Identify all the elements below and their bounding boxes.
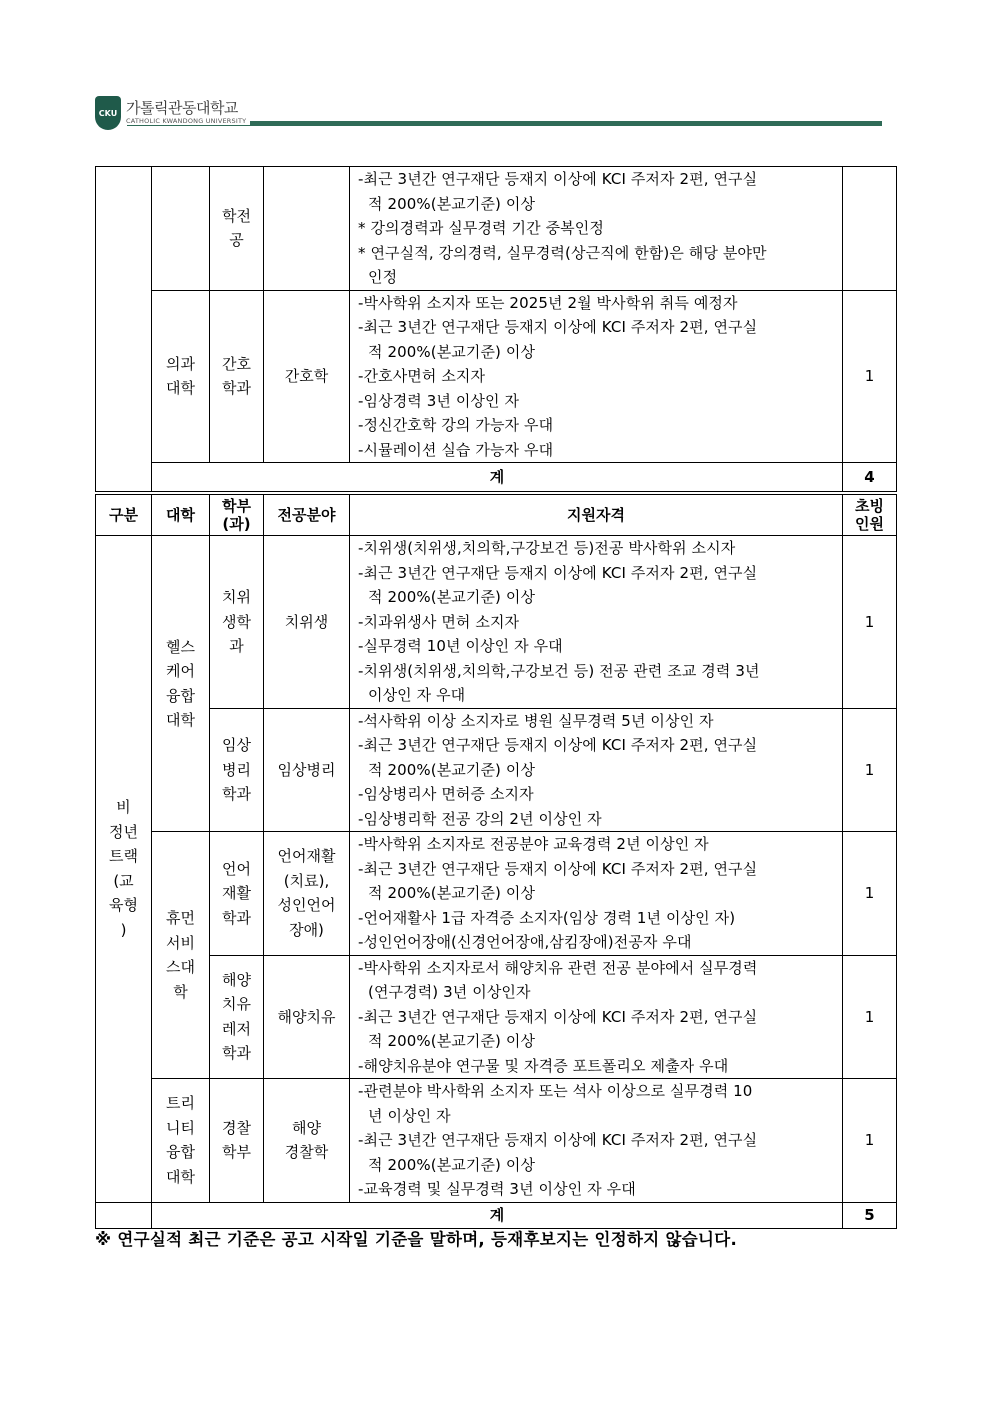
qualification-cell: -관련분야 박사학위 소지자 또는 석사 이상으로 실무경력 10 년 이상인 자 -최근 3년간 연구재단 등재지 이상에 KCI 주저자 2편, 연구실 적 200%(본교기준) 이상 -교육경력 및 실무경력 3년 이상인 자 우대: [350, 1079, 843, 1203]
total-row: [96, 1202, 897, 1228]
college-cell: 트리 니티 융합 대학: [152, 1079, 210, 1203]
field-cell: 언어재활 (치료), 성인언어 장애): [264, 832, 350, 956]
qualification-cell: -최근 3년간 연구재단 등재지 이상에 KCI 주저자 2편, 연구실 적 200%(본교기준) 이상 * 강의경력과 실무경력 기간 중복인정 * 연구실적, 강의경력, 실무경력(상근직에 한함)은 해당 분야만 인정: [350, 167, 843, 291]
total-row: [96, 463, 897, 492]
header-row: [96, 495, 897, 536]
qualification-cell: -박사학위 소지자로 전공분야 교육경력 2년 이상인 자 -최근 3년간 연구재단 등재지 이상에 KCI 주저자 2편, 연구실 적 200%(본교기준) 이상 -언어재활사 1급 자격증 소지자(임상 경력 1년 이상인 자) -성인언어장애(신경언어장애,삼킴장애)전공자 우대: [350, 832, 843, 956]
college-cell: 휴먼 서비 스대 학: [152, 832, 210, 1079]
university-name-en: CATHOLIC KWANDONG UNIVERSITY: [126, 117, 247, 125]
dept-cell: 해양 치유 레저 학과: [210, 955, 264, 1079]
field-cell: 치위생: [264, 536, 350, 709]
qualification-cell: -박사학위 소지자로서 해양치유 관련 전공 분야에서 실무경력 (연구경력) 3년 이상인자 -최근 3년간 연구재단 등재지 이상에 KCI 주저자 2편, 연구실 적 200%(본교기준) 이상 -해양치유분야 연구물 및 자격증 포트폴리오 제출자 우대: [350, 955, 843, 1079]
field-cell: 해양 경찰학: [264, 1079, 350, 1203]
qualification-cell: -석사학위 이상 소지자로 병원 실무경력 5년 이상인 자 -최근 3년간 연구재단 등재지 이상에 KCI 주저자 2편, 연구실 적 200%(본교기준) 이상 -임상병리사 면허증 소지자 -임상병리학 전공 강의 2년 이상인 자: [350, 708, 843, 832]
table-row: [96, 290, 897, 463]
table-row: [96, 708, 897, 832]
count-cell: 1: [843, 536, 897, 709]
table-row: [96, 1079, 897, 1203]
header-field: 전공분야: [264, 495, 350, 536]
college-cell: 의과 대학: [152, 290, 210, 463]
category-cell: [96, 167, 152, 492]
footnote: ※ 연구실적 최근 기준은 공고 시작일 기준을 말하며, 등재후보지는 인정하지 않습니다.: [95, 1230, 738, 1249]
positions-table: [95, 494, 897, 1229]
dept-cell: 간호 학과: [210, 290, 264, 463]
total-label: 계: [152, 1202, 843, 1228]
field-cell: [264, 167, 350, 291]
university-name-ko: 가톨릭관동대학교: [126, 99, 238, 117]
header-category: 구분: [96, 495, 152, 536]
count-cell: [843, 167, 897, 291]
field-cell: 임상병리: [264, 708, 350, 832]
header-college: 대학: [152, 495, 210, 536]
count-cell: 1: [843, 955, 897, 1079]
table-row: [96, 955, 897, 1079]
qualification-cell: -박사학위 소지자 또는 2025년 2월 박사학위 취득 예정자 -최근 3년간 연구재단 등재지 이상에 KCI 주저자 2편, 연구실 적 200%(본교기준) 이상 -간호사면허 소지자 -임상경력 3년 이상인 자 -정신간호학 강의 가능자 우대 -시뮬레이션 실습 가능자 우대: [350, 290, 843, 463]
dept-cell: 언어 재활 학과: [210, 832, 264, 956]
table-row: [96, 167, 897, 291]
dept-cell: 임상 병리 학과: [210, 708, 264, 832]
header-dept: 학부 (과): [210, 495, 264, 536]
dept-cell: 학전 공: [210, 167, 264, 291]
header-count: 초빙 인원: [843, 495, 897, 536]
total-value: 4: [843, 463, 897, 492]
count-cell: 1: [843, 708, 897, 832]
college-cell: 헬스 케어 융합 대학: [152, 536, 210, 832]
header-qualifications: 지원자격: [350, 495, 843, 536]
track-cell: 비 정년 트랙 (교 육형 ): [96, 536, 152, 1203]
continued-table: [95, 166, 897, 492]
emblem-icon: CKU: [95, 96, 121, 130]
count-cell: 1: [843, 290, 897, 463]
dept-cell: 경찰 학부: [210, 1079, 264, 1203]
total-value: 5: [843, 1202, 897, 1228]
count-cell: 1: [843, 832, 897, 956]
table-row: [96, 832, 897, 956]
blank-cell: [96, 1202, 152, 1228]
table-row: [96, 536, 897, 709]
header-rule-thin: [127, 125, 882, 126]
dept-cell: 치위 생학 과: [210, 536, 264, 709]
total-label: 계: [152, 463, 843, 492]
field-cell: 간호학: [264, 290, 350, 463]
count-cell: 1: [843, 1079, 897, 1203]
qualification-cell: -치위생(치위생,치의학,구강보건 등)전공 박사학위 소시자 -최근 3년간 연구재단 등재지 이상에 KCI 주저자 2편, 연구실 적 200%(본교기준) 이상 -치과위생사 면허 소지자 -실무경력 10년 이상인 자 우대 -치위생(치위생,치의학,구강보건 등) 전공 관련 조교 경력 3년 이상인 자 우대: [350, 536, 843, 709]
college-cell: [152, 167, 210, 291]
field-cell: 해양치유: [264, 955, 350, 1079]
